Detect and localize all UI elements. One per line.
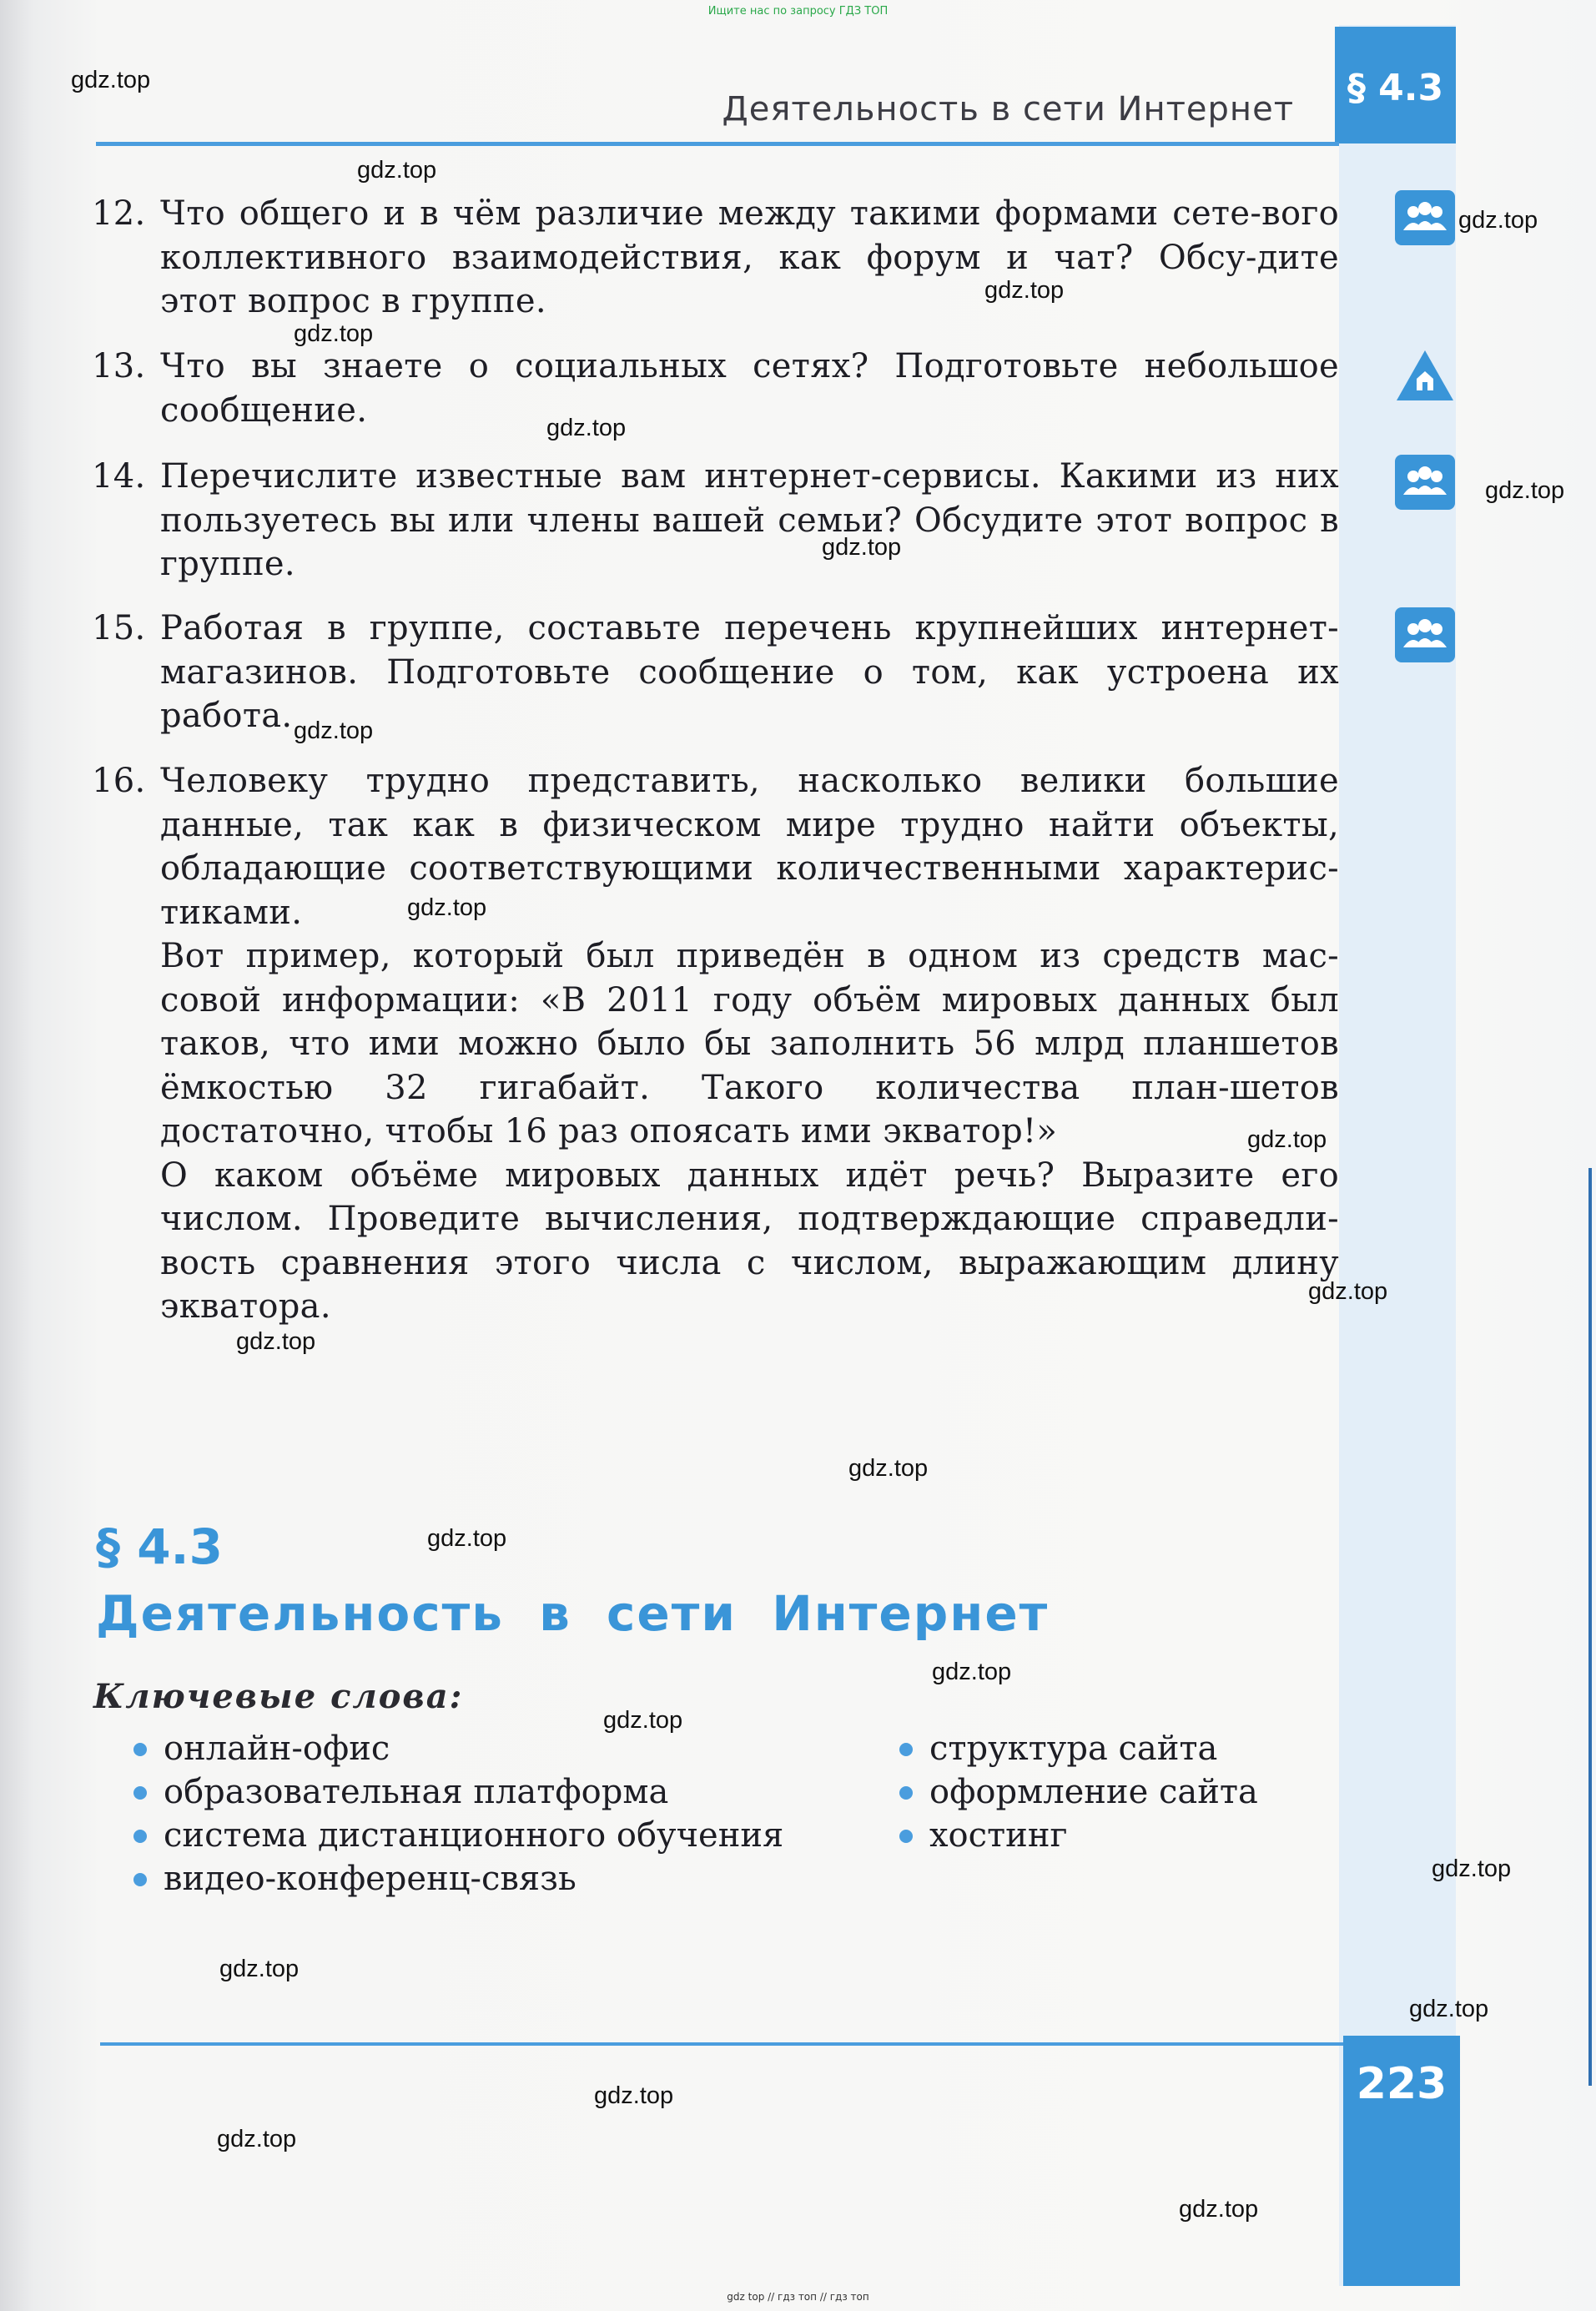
- watermark[interactable]: gdz.top: [822, 534, 902, 561]
- section-tab: § 4.3: [1335, 27, 1456, 143]
- group-work-icon: [1395, 455, 1455, 510]
- question-text: Вот пример, который был приведён в одном из средств мас-совой информации: «В 2011 году объём мировых данных был таков, что ими можно было бы заполнить 56 млрд планшетов ёмкостью 32 гигабайт. Такого количества план-шетов достаточно, чтобы 16 раз опоясать ими экватор!»: [160, 937, 1339, 1150]
- watermark[interactable]: gdz.top: [1485, 477, 1565, 504]
- watermark[interactable]: gdz.top: [236, 1328, 316, 1355]
- watermark[interactable]: gdz.top: [294, 320, 374, 347]
- keywords-list-right: [899, 1727, 1258, 1857]
- question-text: О каком объёме мировых данных идёт речь? Выразите его числом. Проведите вычисления, подтверждающие справедли-вость сравнения этого числа с числом, выражающим длину экватора.: [160, 1156, 1339, 1326]
- running-header: Деятельность в сети Интернет: [722, 90, 1294, 128]
- watermark[interactable]: gdz.top: [294, 717, 374, 744]
- group-work-icon: [1395, 607, 1455, 662]
- question-text: Работая в группе, составьте перечень крупнейших интернет-магазинов. Подготовьте сообщение о том, как устроена их работа.: [160, 609, 1339, 735]
- watermark[interactable]: gdz.top: [427, 1525, 507, 1552]
- keywords-label: Ключевые слова:: [93, 1677, 464, 1716]
- watermark[interactable]: gdz.top: [932, 1659, 1012, 1685]
- question-text: Что вы знаете о социальных сетях? Подготовьте небольшое сообщение.: [160, 347, 1339, 430]
- keyword-item: хостинг: [899, 1814, 1258, 1857]
- question-number: 14.: [92, 457, 146, 496]
- home-task-icon: [1395, 349, 1455, 404]
- bottom-promo-text: gdz top // гдз топ // гдз топ: [727, 2291, 869, 2303]
- watermark[interactable]: gdz.top: [594, 2082, 674, 2109]
- watermark[interactable]: gdz.top: [219, 1956, 300, 1982]
- watermark[interactable]: gdz.top: [217, 2126, 297, 2152]
- watermark[interactable]: gdz.top: [1458, 207, 1538, 234]
- keywords-list-left: [133, 1727, 783, 1901]
- watermark[interactable]: gdz.top: [1247, 1126, 1327, 1153]
- watermark[interactable]: gdz.top: [1409, 1996, 1489, 2022]
- keyword-item: онлайн-офис: [133, 1727, 783, 1770]
- section-title: Деятельность в сети Интернет: [96, 1585, 1050, 1642]
- page-edge: [1588, 1168, 1592, 2086]
- watermark[interactable]: gdz.top: [357, 157, 437, 184]
- question-text: Человеку трудно представить, насколько велики большие данные, так как в физическом мире трудно найти объекты, обладающие соответствующими количественными характерис-тиками.: [160, 762, 1339, 932]
- question-number: 15.: [92, 609, 146, 647]
- keyword-item: видео-конференц-связь: [133, 1857, 783, 1901]
- question-15: [92, 607, 1339, 738]
- question-number: 16.: [92, 762, 146, 800]
- watermark[interactable]: gdz.top: [984, 277, 1065, 304]
- top-promo-text: Ищите нас по запросу ГДЗ ТОП: [707, 5, 889, 18]
- question-text: Перечислите известные вам интернет-сервисы. Какими из них пользуетесь вы или члены вашей семьи? Обсудите этот вопрос в группе.: [160, 457, 1339, 583]
- page-number: 223: [1343, 2036, 1460, 2286]
- section-number: § 4.3: [96, 1518, 223, 1575]
- watermark[interactable]: gdz.top: [1308, 1278, 1388, 1305]
- footer-divider: [100, 2042, 1343, 2046]
- watermark[interactable]: gdz.top: [71, 67, 151, 93]
- keyword-item: образовательная платформа: [133, 1770, 783, 1814]
- watermark[interactable]: gdz.top: [848, 1455, 929, 1482]
- keyword-item: оформление сайта: [899, 1770, 1258, 1814]
- header-divider: [96, 142, 1339, 146]
- question-text: Что общего и в чём различие между такими формами сете-вого коллективного взаимодействия, как форум и чат? Обсу-дите этот вопрос в группе.: [160, 194, 1339, 320]
- question-number: 12.: [92, 194, 146, 233]
- watermark[interactable]: gdz.top: [1432, 1855, 1512, 1882]
- question-12: [92, 192, 1339, 324]
- group-work-icon: [1395, 190, 1455, 245]
- question-number: 13.: [92, 347, 146, 385]
- watermark[interactable]: gdz.top: [407, 894, 487, 921]
- watermark[interactable]: gdz.top: [1179, 2196, 1259, 2223]
- watermark[interactable]: gdz.top: [603, 1707, 683, 1734]
- question-16: [92, 759, 1339, 1329]
- keyword-item: система дистанционного обучения: [133, 1814, 783, 1857]
- watermark[interactable]: gdz.top: [546, 415, 627, 441]
- question-14: [92, 455, 1339, 587]
- question-13: [92, 345, 1339, 432]
- keyword-item: структура сайта: [899, 1727, 1258, 1770]
